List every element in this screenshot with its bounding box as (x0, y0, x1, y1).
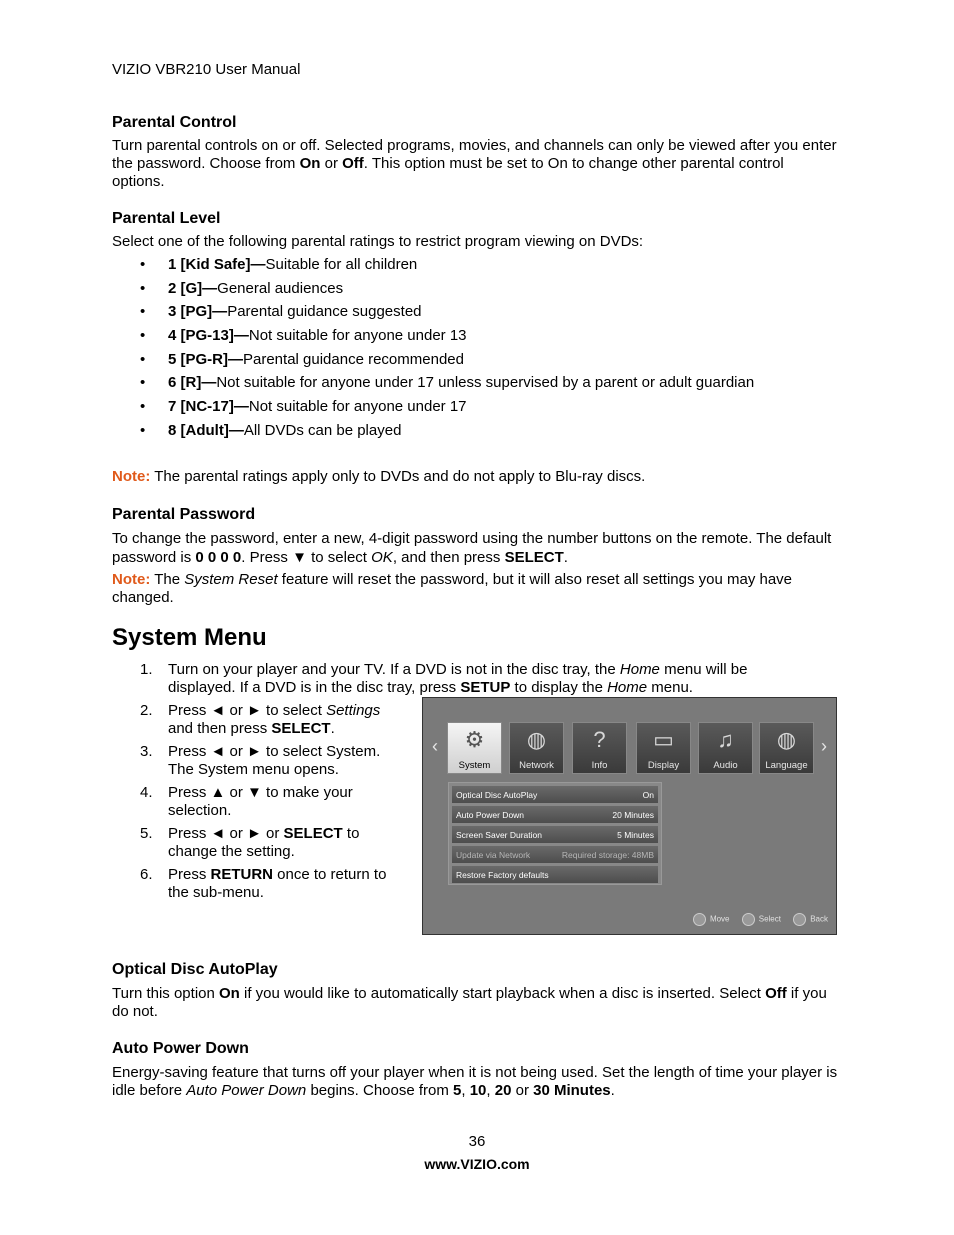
parental-control-heading: Parental Control (112, 114, 237, 131)
list-item: 1. Turn on your player and your TV. If a DVD is not in the disc tray, the Home menu will be displayed. If a DVD is in the disc tray, press SETUP to display the Home menu. (140, 661, 748, 696)
rating-list (112, 256, 840, 446)
gears-icon: ⚙ (464, 727, 485, 752)
tab-audio[interactable]: ♫ Audio (698, 722, 753, 774)
right-arrow-icon: › (821, 736, 827, 756)
globe-icon: ◍ (776, 727, 797, 752)
left-arrow-icon: ‹ (432, 736, 438, 756)
tab-info[interactable]: ? Info (572, 722, 627, 774)
tab-network[interactable]: ◍ Network (509, 722, 564, 774)
parental-level-heading: Parental Level (112, 210, 221, 227)
parental-password-heading: Parental Password (112, 506, 256, 523)
tab-system[interactable]: ⚙ System (447, 722, 502, 774)
list-item: 3. Press ◄ or ► to select System. The System menu opens. (140, 743, 381, 778)
select-icon (742, 913, 755, 926)
list-item: • 6 [R]—Not suitable for anyone under 17 unless supervised by a parent or adult guardian (112, 374, 840, 398)
parental-password-text: To change the password, enter a new, 4-digit password using the number buttons on the remote. The default password is 0 0 0 0. Press ▼ to select OK, and then press SELECT. (112, 530, 832, 566)
tab-language[interactable]: ◍ Language (759, 722, 814, 774)
parental-control-text: Turn parental controls on or off. Selected programs, movies, and channels can only be viewed after you enter the password. Choose from On or Off. This option must be set to On to change other parental control options. (112, 137, 837, 190)
move-icon (693, 913, 706, 926)
back-icon (793, 913, 806, 926)
optical-text: Turn this option On if you would like to automatically start playback when a disc is inserted. Select Off if you do not. (112, 985, 827, 1020)
monitor-icon: ▭ (653, 727, 674, 752)
menu-row-restore-defaults[interactable]: Restore Factory defaults (452, 866, 658, 883)
question-icon: ? (593, 727, 606, 752)
list-item: • 8 [Adult]—All DVDs can be played (112, 422, 840, 446)
menu-row-update-network: Update via Network Required storage: 48MB (452, 846, 658, 863)
list-item: 6. Press RETURN once to return to the sub-menu. (140, 866, 387, 901)
list-item: • 3 [PG]—Parental guidance suggested (112, 303, 840, 327)
rating-note: Note: The parental ratings apply only to DVDs and do not apply to Blu-ray discs. (112, 468, 646, 485)
list-item: • 4 [PG-13]—Not suitable for anyone under 13 (112, 327, 840, 351)
menu-row-screen-saver[interactable]: Screen Saver Duration 5 Minutes (452, 826, 658, 843)
menu-row-auto-power-down[interactable]: Auto Power Down 20 Minutes (452, 806, 658, 823)
list-item: 5. Press ◄ or ► or SELECT to change the setting. (140, 825, 360, 860)
list-item: • 1 [Kid Safe]—Suitable for all children (112, 256, 840, 280)
list-item: 2. Press ◄ or ► to select Settings and then press SELECT. (140, 702, 381, 737)
system-menu-screenshot (422, 697, 837, 935)
tab-display[interactable]: ▭ Display (636, 722, 691, 774)
button-legend: Move Select Back (683, 913, 828, 926)
system-options-menu (448, 782, 662, 885)
parental-level-intro: Select one of the following parental ratings to restrict program viewing on DVDs: (112, 233, 644, 250)
footer-url: www.VIZIO.com (424, 1156, 530, 1172)
auto-power-text: Energy-saving feature that turns off your player when it is not being used. Set the length of time your player is idle before Auto Power Down begins. Choose from 5, 10, 20 or 30 Minutes. (112, 1064, 838, 1099)
menu-row-optical-autoplay[interactable]: Optical Disc AutoPlay On (452, 786, 658, 803)
page-number: 36 (468, 1133, 486, 1150)
list-item: • 2 [G]—General audiences (112, 280, 840, 304)
optical-heading: Optical Disc AutoPlay (112, 961, 278, 978)
list-item: • 5 [PG-R]—Parental guidance recommended (112, 351, 840, 375)
music-note-icon: ♫ (717, 727, 734, 752)
system-menu-heading: System Menu (112, 624, 267, 651)
globe-icon: ◍ (526, 727, 547, 752)
list-item: 4. Press ▲ or ▼ to make your selection. (140, 784, 353, 819)
password-note: Note: The System Reset feature will reset the password, but it will also reset all settings you may have changed. (112, 571, 793, 606)
auto-power-heading: Auto Power Down (112, 1040, 249, 1057)
page-header: VIZIO VBR210 User Manual (112, 61, 301, 78)
list-item: • 7 [NC-17]—Not suitable for anyone under 17 (112, 398, 840, 422)
